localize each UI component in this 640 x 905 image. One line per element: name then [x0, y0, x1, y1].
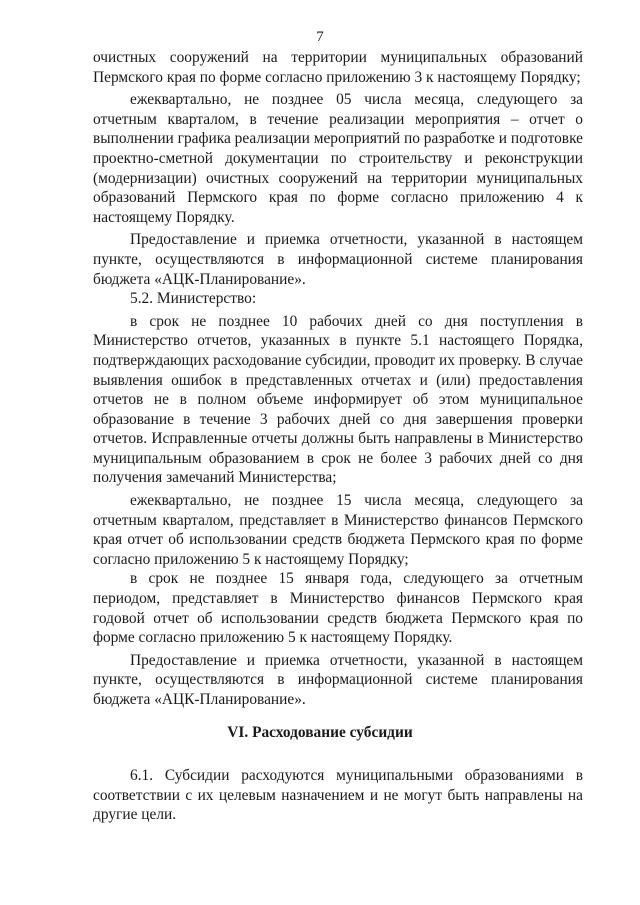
paragraph: в срок не позднее 10 рабочих дней со дня поступления в Министерство отчетов, указанных в пункте 5.1 настоящего Порядка, подтверждающих расходование субсидии, проводит их проверку. В случае выявления ошибок в представленных отчетах и (или) предоставления отчетов не в полном объеме информирует об этом муниципальное образование в течение 3 рабочих дней со дня завершения проверки отчетов. Исправленные отчеты должны быть направлены в Министерство муниципальным образованием в срок не более 3 рабочих дней со дня получения замечаний Министерства; [93, 312, 583, 487]
page-number: 7 [316, 29, 324, 45]
clause-heading: 5.2. Министерство: [130, 290, 257, 308]
paragraph: Предоставление и приемка отчетности, указанной в настоящем пункте, осуществляются в информационной системе планирования бюджета «АЦК-Планирование». [93, 651, 583, 708]
paragraph: Предоставление и приемка отчетности, указанной в настоящем пункте, осуществляются в информационной системе планирования бюджета «АЦК-Планирование». [93, 231, 583, 288]
paragraph: ежеквартально, не позднее 15 числа месяца, следующего за отчетным кварталом, представляет в Министерство финансов Пермского края отчет об использовании средств бюджета Пермского края по форме согласно приложению 5 к настоящему Порядку; [93, 492, 583, 568]
paragraph: 6.1. Субсидии расходуются муниципальными образованиями в соответствии с их целевым назначением и не могут быть направлены на другие цели. [93, 767, 583, 824]
section-body [93, 766, 583, 825]
paragraph: в срок не позднее 15 января года, следующего за отчетным периодом, представляет в Министерство финансов Пермского края годовой отчет об использовании средств бюджета Пермского края по форме согласно приложению 5 к настоящему Порядку. [93, 570, 583, 647]
paragraph: очистных сооружений на территории муниципальных образований Пермского края по форме согласно приложению 3 к настоящему Порядку; [93, 49, 583, 86]
section-title: VI. Расходование субсидии [227, 724, 413, 741]
paragraph: ежеквартально, не позднее 05 числа месяца, следующего за отчетным кварталом, в течение реализации мероприятия – отчет о выполнении графика реализации мероприятий по разработке и подготовке проектно-сметной документации по строительству и реконструкции (модернизации) очистных сооружений на территории муниципальных образований Пермского края по форме согласно приложению 4 к настоящему Порядку. [93, 91, 583, 226]
body-text [93, 48, 583, 710]
